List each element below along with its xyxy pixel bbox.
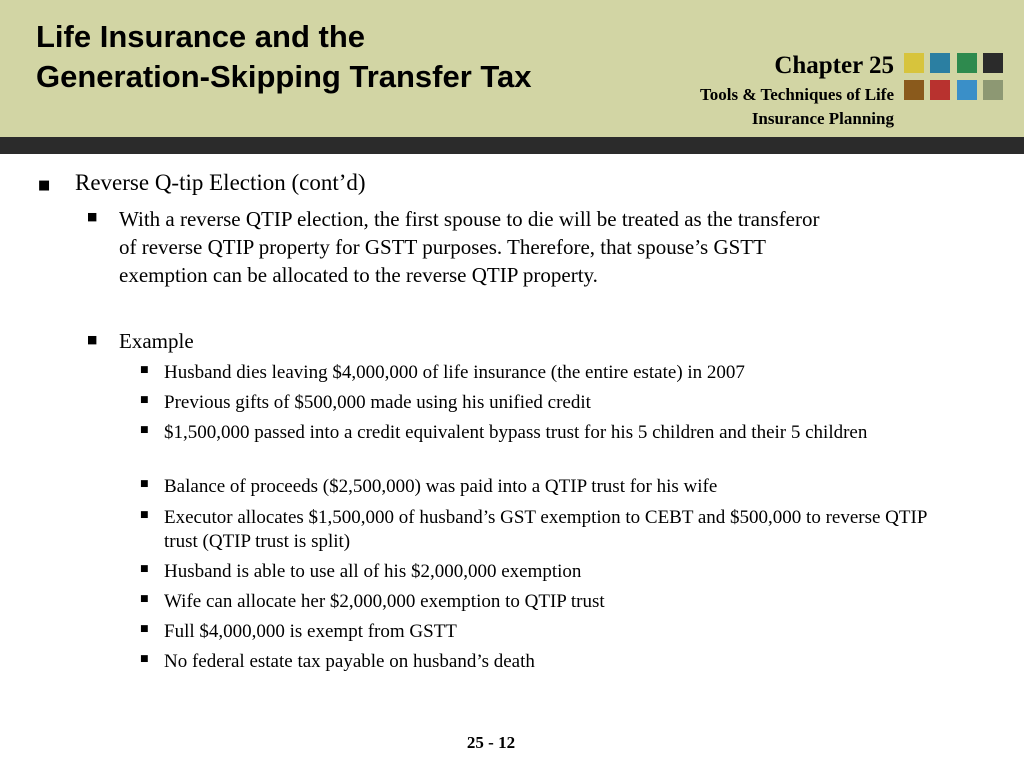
decor-square-blue [957,80,977,100]
list-item: Executor allocates $1,500,000 of husband’s GST exemption to CEBT and $500,000 to reverse QTIP trust (QTIP trust is split) [164,507,927,552]
square-bullet-icon: ■ [140,654,149,664]
square-bullet-icon: ■ [140,425,149,435]
list-item: No federal estate tax payable on husband’s death [164,651,535,672]
square-bullet-icon: ■ [87,210,98,223]
paragraph-line: With a reverse QTIP election, the first spouse to die will be treated as the transferor [119,207,820,231]
decor-square-red [930,80,950,100]
chapter-subtitle-line-2: Insurance Planning [751,109,894,128]
chapter-subtitle-line-1: Tools & Techniques of Life [700,85,894,104]
header-divider [0,137,1024,154]
square-bullet-icon: ■ [87,333,98,346]
heading-reverse-qtip: Reverse Q-tip Election (cont’d) [75,170,366,195]
list-item: $1,500,000 passed into a credit equivalent bypass trust for his 5 children and their 5 children [164,422,868,443]
chapter-title: Chapter 25 [774,52,894,79]
square-bullet-icon: ■ [38,178,51,193]
square-bullet-icon: ■ [140,624,149,634]
square-bullet-icon: ■ [140,564,149,574]
paragraph-line: of reverse QTIP property for GSTT purposes. Therefore, that spouse’s GSTT [119,235,766,259]
decor-square-yellow [904,53,924,73]
example-label: Example [119,329,194,353]
list-item: Wife can allocate her $2,000,000 exemption to QTIP trust [164,591,605,612]
decor-square-brown [904,80,924,100]
square-bullet-icon: ■ [140,395,149,405]
square-bullet-icon: ■ [140,365,149,375]
list-item: Full $4,000,000 is exempt from GSTT [164,621,457,642]
list-item: Balance of proceeds ($2,500,000) was paid into a QTIP trust for his wife [164,476,718,497]
slide-title-line-1: Life Insurance and the [36,19,366,54]
paragraph-line: exemption can be allocated to the reverse QTIP property. [119,263,598,287]
list-item: Husband dies leaving $4,000,000 of life insurance (the entire estate) in 2007 [164,362,745,383]
list-item: Previous gifts of $500,000 made using his unified credit [164,392,591,413]
decor-square-olive [983,80,1003,100]
decor-square-teal [930,53,950,73]
paragraph-reverse-qtip [119,205,999,289]
list-item: Husband is able to use all of his $2,000,000 exemption [164,561,582,582]
square-bullet-icon: ■ [140,479,149,489]
decor-square-green [957,53,977,73]
header-band [0,0,1024,137]
square-bullet-icon: ■ [140,510,149,520]
page-number: 25 - 12 [466,733,516,752]
decor-square-dark [983,53,1003,73]
slide-title-line-2: Generation-Skipping Transfer Tax [36,59,532,94]
square-bullet-icon: ■ [140,594,149,604]
